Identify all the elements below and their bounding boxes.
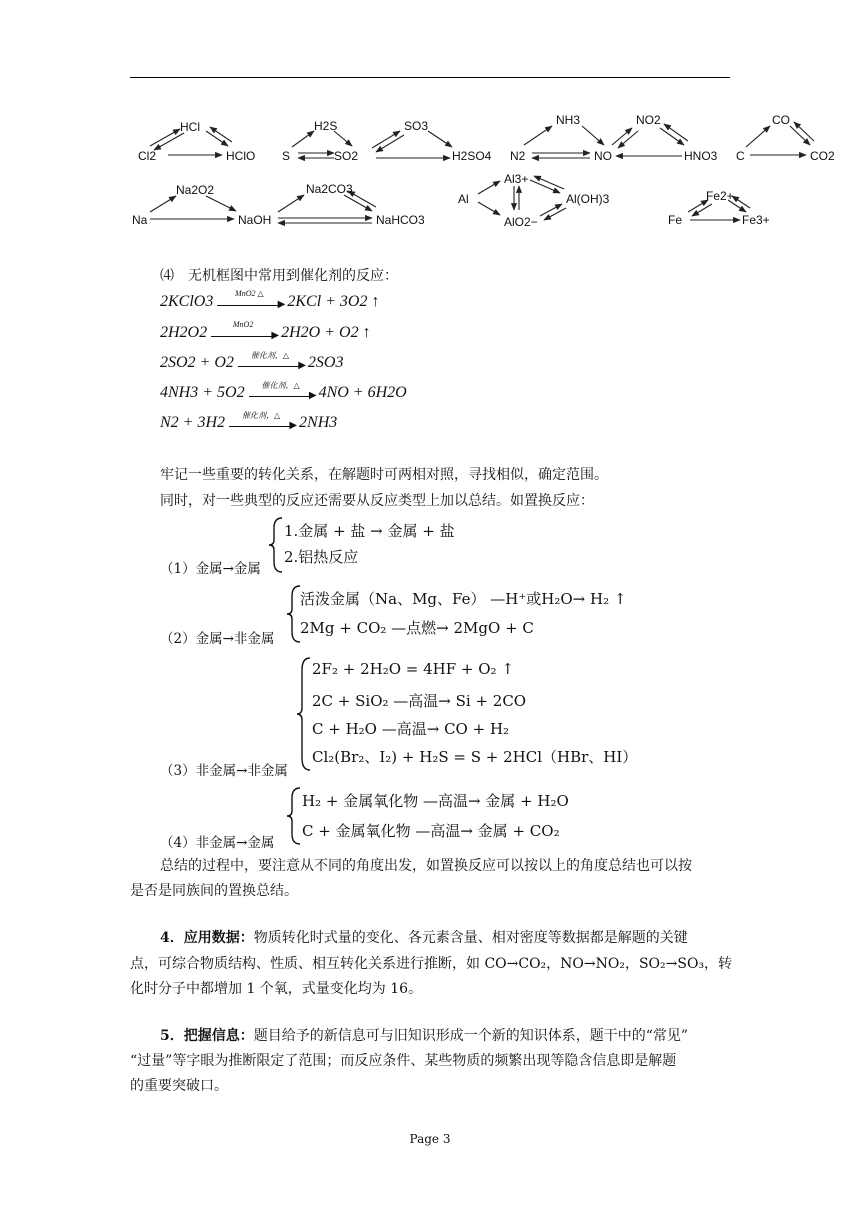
h2s-label: H2S: [314, 119, 338, 133]
reaction-arrow: 催化剂，△ ▶: [238, 360, 302, 367]
page-number: Page 3: [409, 1132, 451, 1146]
no2-label: NO2: [636, 113, 661, 127]
catalyst-equation: [160, 319, 371, 342]
reaction-arrow: 催化剂，△ ▶: [229, 420, 293, 427]
section4-title: ⑷ 无机框图中常用到催化剂的反应：: [160, 268, 398, 284]
category-3-label: （3）非金属→非金属: [160, 763, 288, 779]
equation-left: 4NH3 + 5O2: [160, 384, 245, 401]
category-4-label: （4）非金属→金属: [160, 835, 275, 851]
so3-label: SO3: [404, 119, 429, 133]
equation-right: 2H2O + O2 ↑: [281, 324, 371, 341]
point4-heading: 4．应用数据：: [160, 930, 254, 946]
catalyst-equation: [160, 380, 407, 402]
reaction-condition: 催化剂，△: [261, 380, 300, 390]
point4-line1: [160, 927, 688, 947]
c-label: C: [736, 149, 745, 163]
co-label: CO: [772, 113, 790, 127]
category-2-line2: 2Mg + CO₂ —点燃→ 2MgO + C: [300, 619, 534, 637]
category-4-line1: H₂ + 金属氧化物 —高温→ 金属 + H₂O: [302, 792, 569, 810]
na2o2-label: Na2O2: [176, 183, 215, 197]
brace-3: [296, 656, 312, 772]
equation-right: 4NO + 6H2O: [318, 384, 407, 401]
equation-left: 2KClO3: [160, 293, 214, 310]
category-3-line3: C + H₂O —高温→ CO + H₂: [312, 720, 510, 738]
na2co3-label: Na2CO3: [306, 182, 353, 196]
reaction-arrow: MnO2 △ ▶: [217, 299, 281, 306]
fe3-label: Fe3+: [742, 213, 770, 227]
summary-line2: 是否是同族间的置换总结。: [130, 883, 298, 899]
category-2-line1: 活泼金属（Na、Mg、Fe） —H⁺或H₂O→ H₂ ↑: [300, 590, 627, 608]
equation-left: 2SO2 + O2: [160, 354, 234, 371]
point5-heading: 5．把握信息：: [160, 1028, 254, 1044]
summary-line1: 总结的过程中，要注意从不同的角度出发，如置换反应可以按以上的角度总结也可以按: [160, 858, 692, 874]
brace-1: [268, 516, 284, 574]
equation-right: 2SO3: [307, 354, 344, 371]
al-label: Al: [458, 192, 469, 206]
category-3-line4: Cl₂(Br₂、I₂) + H₂S = S + 2HCl（HBr、HI）: [312, 748, 638, 766]
aloh3-label: Al(OH)3: [566, 192, 610, 206]
hno3-label: HNO3: [684, 149, 718, 163]
point5-text1: 题目给予的新信息可与旧知识形成一个新的知识体系，题干中的“常见”: [253, 1028, 689, 1044]
conversion-diagrams: [0, 0, 860, 240]
equation-right: 2NH3: [299, 414, 338, 431]
cl2-label: Cl2: [138, 149, 157, 163]
co2-label: CO2: [810, 149, 835, 163]
n2-label: N2: [510, 149, 526, 163]
point5-line1: [160, 1025, 688, 1045]
s-label: S: [282, 149, 291, 163]
alo2-label: AlO2−: [504, 215, 538, 229]
point4-line2: 点，可综合物质结构、性质、相互转化关系进行推断，如 CO→CO₂，NO→NO₂，SO₂→SO₃，转: [130, 956, 733, 972]
point5-line3: 的重要突破口。: [130, 1078, 228, 1094]
equation-right: 2KCl + 3O2 ↑: [287, 293, 380, 310]
point5-line2: “过量”等字眼为推断限定了范围；而反应条件、某些物质的频繁出现等隐含信息即是解题: [130, 1053, 677, 1069]
so2-label: SO2: [334, 149, 359, 163]
brace-4: [286, 786, 302, 846]
hclo-label: HClO: [226, 149, 256, 163]
reaction-arrow: MnO2 ▶: [211, 330, 275, 337]
catalyst-equation: [160, 288, 380, 311]
reaction-condition: 催化剂，△: [250, 350, 289, 360]
reaction-arrow: 催化剂，△ ▶: [249, 390, 313, 397]
naoh-label: NaOH: [238, 213, 272, 227]
intro-line1: 牢记一些重要的转化关系，在解题时可两相对照，寻找相似，确定范围。: [160, 467, 608, 483]
hcl-label: HCl: [180, 120, 200, 134]
fe-label: Fe: [668, 213, 683, 227]
reaction-condition: MnO2 △: [235, 288, 264, 298]
point4-line3: 化时分子中都增加 1 个氧，式量变化均为 16。: [130, 981, 423, 997]
category-4-line2: C + 金属氧化物 —高温→ 金属 + CO₂: [302, 822, 560, 840]
no-label: NO: [594, 149, 612, 163]
catalyst-equation: [160, 350, 344, 372]
reaction-condition: 催化剂，△: [241, 410, 281, 420]
category-3-line2: 2C + SiO₂ —高温→ Si + 2CO: [312, 692, 527, 710]
reaction-condition: MnO2: [232, 319, 254, 329]
intro-line2: 同时，对一些典型的反应还需要从反应类型上加以总结。如置换反应：: [160, 493, 594, 509]
nh3-label: NH3: [556, 113, 581, 127]
category-1-line1: 1.金属 + 盐 → 金属 + 盐: [284, 522, 455, 540]
category-1-label: （1）金属→金属: [160, 561, 261, 577]
catalyst-equation: [160, 410, 338, 432]
al3-label: Al3+: [504, 172, 529, 186]
category-1-line2: 2.铝热反应: [284, 548, 359, 566]
category-3-line1: 2F₂ + 2H₂O = 4HF + O₂ ↑: [312, 660, 514, 678]
equation-left: 2H2O2: [160, 324, 208, 341]
na-label: Na: [132, 213, 148, 227]
equation-left: N2 + 3H2: [160, 414, 226, 431]
h2so4-label: H2SO4: [452, 149, 492, 163]
point4-text1: 物质转化时式量的变化、各元素含量、相对密度等数据都是解题的关键: [253, 930, 688, 946]
fe2-label: Fe2+: [706, 189, 734, 203]
category-2-label: （2）金属→非金属: [160, 631, 275, 647]
nahco3-label: NaHCO3: [376, 213, 425, 227]
